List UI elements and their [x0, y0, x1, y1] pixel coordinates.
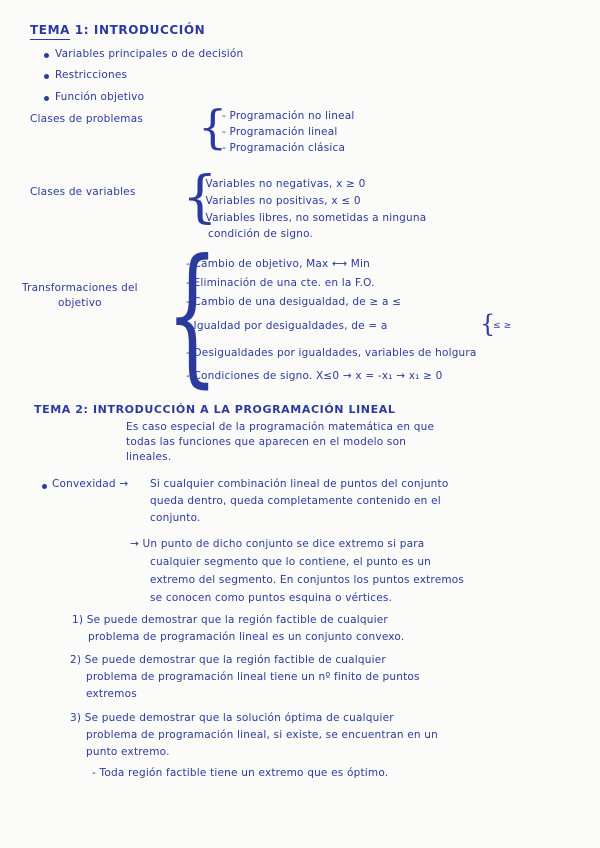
igualdad-symbols: ≤ ≥ — [493, 321, 512, 331]
tema2-intro-line: lineales. — [126, 451, 172, 463]
tema2-intro-line: Es caso especial de la programación matemática en que — [126, 421, 435, 433]
extremo-line: cualquier segmento que lo contiene, el punto es un — [150, 556, 432, 568]
transformacion-item: - Igualdad por desigualdades, de = a — [186, 320, 388, 332]
numbered-point-3: punto extremo. — [86, 746, 170, 758]
bullet-dot — [44, 74, 49, 79]
bullet-restricciones: Restricciones — [55, 69, 128, 81]
problema-item: - Programación no lineal — [222, 110, 355, 122]
brace-variables: { — [182, 165, 218, 230]
variable-item: - Variables no positivas, x ≤ 0 — [198, 195, 361, 207]
transformacion-item: - Cambio de una desigualdad, de ≥ a ≤ — [186, 296, 402, 308]
numbered-point-3-note: - Toda región factible tiene un extremo que es óptimo. — [92, 767, 389, 779]
convexidad-label: Convexidad → — [52, 478, 129, 490]
numbered-point-2: 2) Se puede demostrar que la región factible de cualquier — [70, 654, 386, 666]
transformacion-item: - Condiciones de signo. X≤0 → x = -x₁ → x₁ ≥ 0 — [186, 370, 443, 382]
numbered-point-1: 1) Se puede demostrar que la región factible de cualquier — [72, 614, 388, 626]
bullet-funcion-objetivo: Función objetivo — [55, 91, 145, 103]
extremo-line: se conocen como puntos esquina o vértices. — [150, 592, 393, 604]
numbered-point-2: problema de programación lineal tiene un nº finito de puntos — [86, 671, 420, 683]
tema2-intro-line: todas las funciones que aparecen en el modelo son — [126, 436, 407, 448]
variable-item: - Variables no negativas, x ≥ 0 — [198, 178, 366, 190]
bullet-dot — [44, 96, 49, 101]
bullet-dot — [42, 484, 47, 489]
tema1-title: TEMA 1: INTRODUCCIÓN — [30, 23, 206, 37]
brace-transformaciones: { — [166, 228, 219, 402]
bullet-variables: Variables principales o de decisión — [55, 48, 244, 60]
brace-igualdad: { — [480, 310, 496, 338]
convexidad-line: queda dentro, queda completamente contenido en el — [150, 495, 441, 507]
transformacion-item: - Cambio de objetivo, Max ⟷ Min — [186, 258, 371, 270]
problema-item: - Programación lineal — [222, 126, 338, 138]
bullet-dot — [44, 53, 49, 58]
numbered-point-1: problema de programación lineal es un conjunto convexo. — [88, 631, 405, 643]
transformaciones-label: objetivo — [58, 297, 102, 309]
variable-item: condición de signo. — [208, 228, 314, 240]
transformacion-item: - Eliminación de una cte. en la F.O. — [186, 277, 375, 289]
problema-item: - Programación clásica — [222, 142, 346, 154]
numbered-point-2: extremos — [86, 688, 137, 700]
clases-variables-label: Clases de variables — [30, 186, 136, 198]
brace-problemas: { — [198, 100, 228, 154]
variable-item: - Variables libres, no sometidas a ninguna — [198, 212, 427, 224]
clases-problemas-label: Clases de problemas — [30, 113, 144, 125]
transformacion-item: - Desigualdades por igualdades, variables de holgura — [186, 347, 477, 359]
tema1-underline — [30, 39, 70, 40]
transformaciones-label: Transformaciones del — [22, 282, 138, 294]
extremo-line: extremo del segmento. En conjuntos los puntos extremos — [150, 574, 465, 586]
convexidad-line: conjunto. — [150, 512, 201, 524]
tema2-title: TEMA 2: INTRODUCCIÓN A LA PROGRAMACIÓN LINEAL — [34, 403, 396, 416]
extremo-line: → Un punto de dicho conjunto se dice extremo si para — [130, 538, 425, 550]
convexidad-line: Si cualquier combinación lineal de puntos del conjunto — [150, 478, 449, 490]
numbered-point-3: problema de programación lineal, si existe, se encuentran en un — [86, 729, 439, 741]
numbered-point-3: 3) Se puede demostrar que la solución óptima de cualquier — [70, 712, 394, 724]
